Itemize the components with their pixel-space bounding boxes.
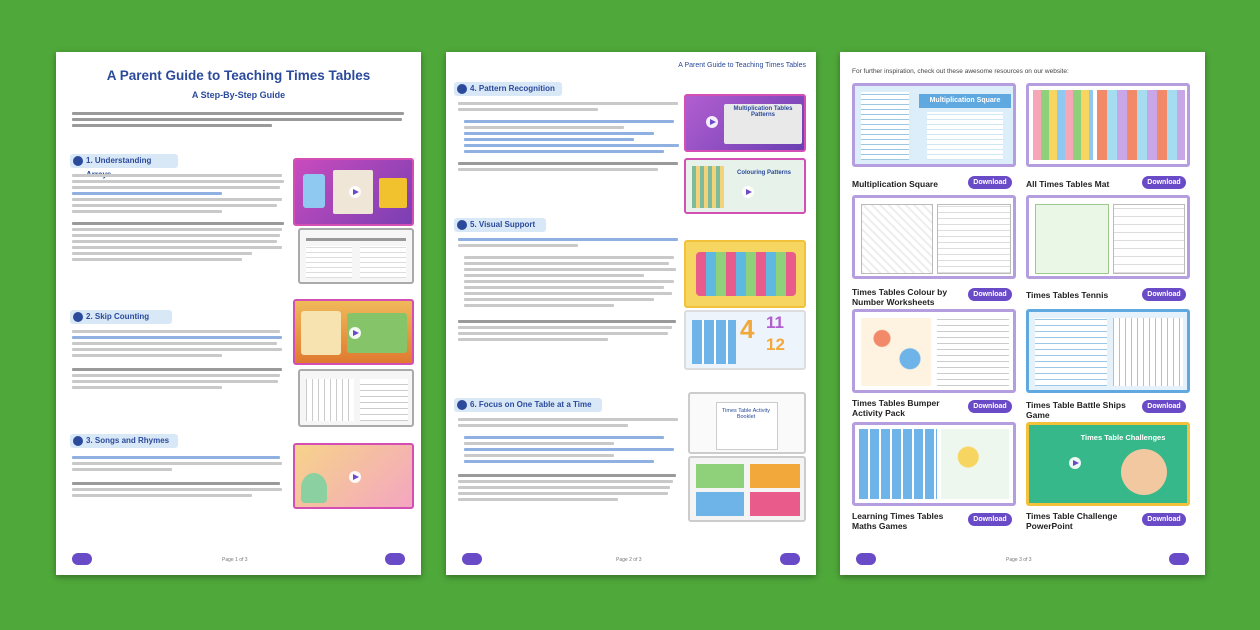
download-button[interactable]: Download (1142, 400, 1186, 413)
resource-thumbnail[interactable]: Multiplication Square (852, 83, 1016, 167)
download-button[interactable]: Download (1142, 288, 1186, 301)
page-number: Page 2 of 3 (616, 557, 642, 563)
resource-thumbnail[interactable] (1026, 309, 1190, 393)
big-number: 12 (766, 335, 785, 354)
section-heading: 5. Visual Support (454, 218, 546, 232)
resource-label: Times Tables Colour by Number Worksheets (852, 287, 948, 307)
flashcards-thumbnail[interactable] (688, 456, 806, 522)
arrays-worksheet-thumbnail[interactable] (298, 228, 414, 284)
skip-counting-worksheet-thumbnail[interactable] (298, 369, 414, 427)
resource-thumbnail[interactable] (852, 309, 1016, 393)
pattern-thumbnail[interactable]: Multiplication Tables Patterns (684, 94, 806, 152)
download-button[interactable]: Download (968, 176, 1012, 189)
page-header: A Parent Guide to Teaching Times Tables (678, 62, 806, 69)
resource-label: Multiplication Square (852, 179, 938, 189)
arrays-thumbnail[interactable] (293, 158, 414, 226)
guide-page-3 (840, 52, 1205, 575)
visual-support-thumbnail[interactable] (684, 240, 806, 308)
section-heading: 6. Focus on One Table at a Time (454, 398, 602, 412)
page-number: Page 3 of 3 (1006, 557, 1032, 563)
twinkl-logo (462, 553, 482, 565)
booklet-thumbnail[interactable]: Times Table Activity Booklet (688, 392, 806, 454)
intro-text: For further inspiration, check out these awesome resources on our website: (852, 68, 1069, 75)
resource-thumbnail[interactable] (852, 422, 1016, 506)
download-button[interactable]: Download (1142, 513, 1186, 526)
guide-page-1 (56, 52, 421, 575)
download-button[interactable]: Download (1142, 176, 1186, 189)
twinkl-logo (1169, 553, 1189, 565)
twinkl-logo (385, 553, 405, 565)
resource-label: Times Table Battle Ships Game (1026, 400, 1126, 420)
download-button[interactable]: Download (968, 288, 1012, 301)
section-heading: 3. Songs and Rhymes (70, 434, 178, 448)
guide-page-2 (446, 52, 816, 575)
twinkl-logo (72, 553, 92, 565)
resource-thumbnail[interactable] (1026, 83, 1190, 167)
resource-thumbnail[interactable] (852, 195, 1016, 279)
page-subtitle: A Step-By-Step Guide (191, 90, 286, 100)
big-number: 4 (740, 314, 755, 344)
page-title: A Parent Guide to Teaching Times Tables (106, 68, 371, 83)
twinkl-logo (856, 553, 876, 565)
page-number: Page 1 of 3 (222, 557, 248, 563)
resource-thumbnail[interactable]: Times Table Challenges (1026, 422, 1190, 506)
section-heading: 4. Pattern Recognition (454, 82, 562, 96)
download-button[interactable]: Download (968, 400, 1012, 413)
resource-label: Times Table Challenge PowerPoint (1026, 511, 1118, 531)
skip-counting-thumbnail[interactable] (293, 299, 414, 365)
number-cards-thumbnail[interactable] (684, 310, 806, 370)
twinkl-logo (780, 553, 800, 565)
download-button[interactable]: Download (968, 513, 1012, 526)
resource-label: All Times Tables Mat (1026, 179, 1110, 189)
songs-thumbnail[interactable] (293, 443, 414, 509)
resource-label: Learning Times Tables Maths Games (852, 511, 944, 531)
resource-label: Times Tables Tennis (1026, 290, 1109, 300)
resource-label: Times Tables Bumper Activity Pack (852, 398, 940, 418)
big-number: 11 (766, 313, 784, 332)
section-heading: 2. Skip Counting (70, 310, 172, 324)
section-heading: 1. Understanding (70, 154, 178, 168)
colouring-patterns-thumbnail[interactable]: Colouring Patterns (684, 158, 806, 214)
resource-thumbnail[interactable] (1026, 195, 1190, 279)
